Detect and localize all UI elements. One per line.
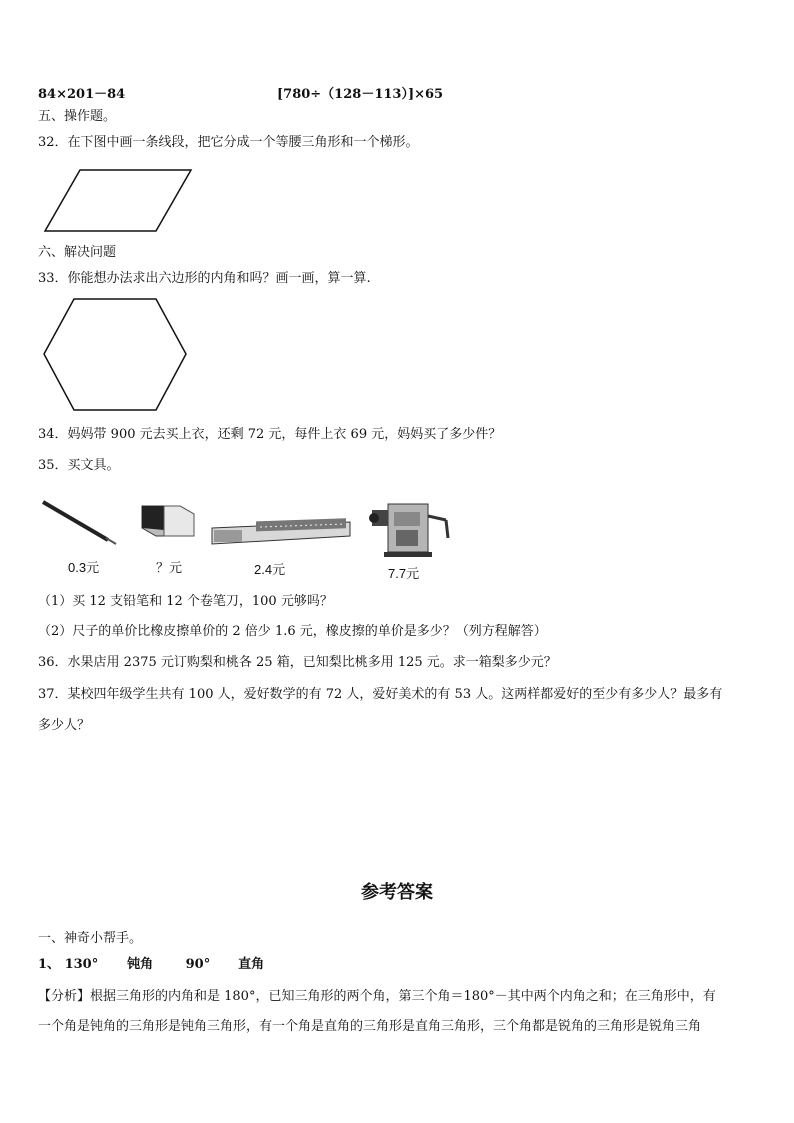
pencil-sharpener-icon <box>366 490 452 562</box>
answer-1-value-3: 90° <box>185 957 211 972</box>
section-6-heading: 六、解决问题 <box>38 245 117 260</box>
question-35-part-1: （1）买 12 支铅笔和 12 个卷笔刀，100 元够吗？ <box>38 594 333 609</box>
section-5-heading: 五、操作题。 <box>38 109 117 124</box>
ruler-price: 2.4元 <box>254 562 286 577</box>
answer-analysis-line-1: 【分析】根据三角形的内角和是 180°，已知三角形的两个角，第三个角＝180°－其中两个内角之和；在三角形中，有 <box>38 989 716 1004</box>
eraser-icon <box>134 502 206 542</box>
question-37-line-1: 37．某校四年级学生共有 100 人，爱好数学的有 72 人，爱好美术的有 53 人。这两样都爱好的至少有多少人？最多有 <box>38 687 723 702</box>
answer-1-value-1: 130° <box>64 957 99 972</box>
answer-1-number: 1、 <box>38 957 61 972</box>
answer-1-row <box>38 956 264 974</box>
parallelogram-figure <box>40 166 196 236</box>
hexagon-figure <box>40 296 190 414</box>
answers-title: 参考答案 <box>361 882 433 903</box>
question-35: 35．买文具。 <box>38 458 120 473</box>
question-37-line-2: 多少人？ <box>38 718 91 733</box>
expression-left: 84×201－84 <box>38 87 126 102</box>
sharpener-price: 7.7元 <box>388 566 420 581</box>
pencil-price: 0.3元 <box>68 560 100 575</box>
answer-1-value-4: 直角 <box>238 957 265 972</box>
question-34: 34．妈妈带 900 元去买上衣，还剩 72 元，每件上衣 69 元，妈妈买了多少件？ <box>38 427 502 442</box>
question-32: 32．在下图中画一条线段，把它分成一个等腰三角形和一个梯形。 <box>38 135 419 150</box>
pencil-icon <box>40 498 120 546</box>
answer-1-value-2: 钝角 <box>127 957 154 972</box>
ruler-icon <box>210 518 352 548</box>
question-35-part-2: （2）尺子的单价比橡皮擦单价的 2 倍少 1.6 元，橡皮擦的单价是多少？（列方程解答） <box>38 624 547 639</box>
expression-right: [780÷（128－113）]×65 <box>277 87 444 102</box>
eraser-price: ？元 <box>156 560 183 575</box>
question-33: 33．你能想办法求出六边形的内角和吗？画一画，算一算. <box>38 271 371 286</box>
question-36: 36．水果店用 2375 元订购梨和桃各 25 箱，已知梨比桃多用 125 元。求一箱梨多少元？ <box>38 655 557 670</box>
answer-analysis-line-2: 一个角是钝角的三角形是钝角三角形，有一个角是直角的三角形是直角三角形，三个角都是锐角的三角形是锐角三角 <box>38 1019 702 1034</box>
answers-section-1-heading: 一、神奇小帮手。 <box>38 931 143 946</box>
